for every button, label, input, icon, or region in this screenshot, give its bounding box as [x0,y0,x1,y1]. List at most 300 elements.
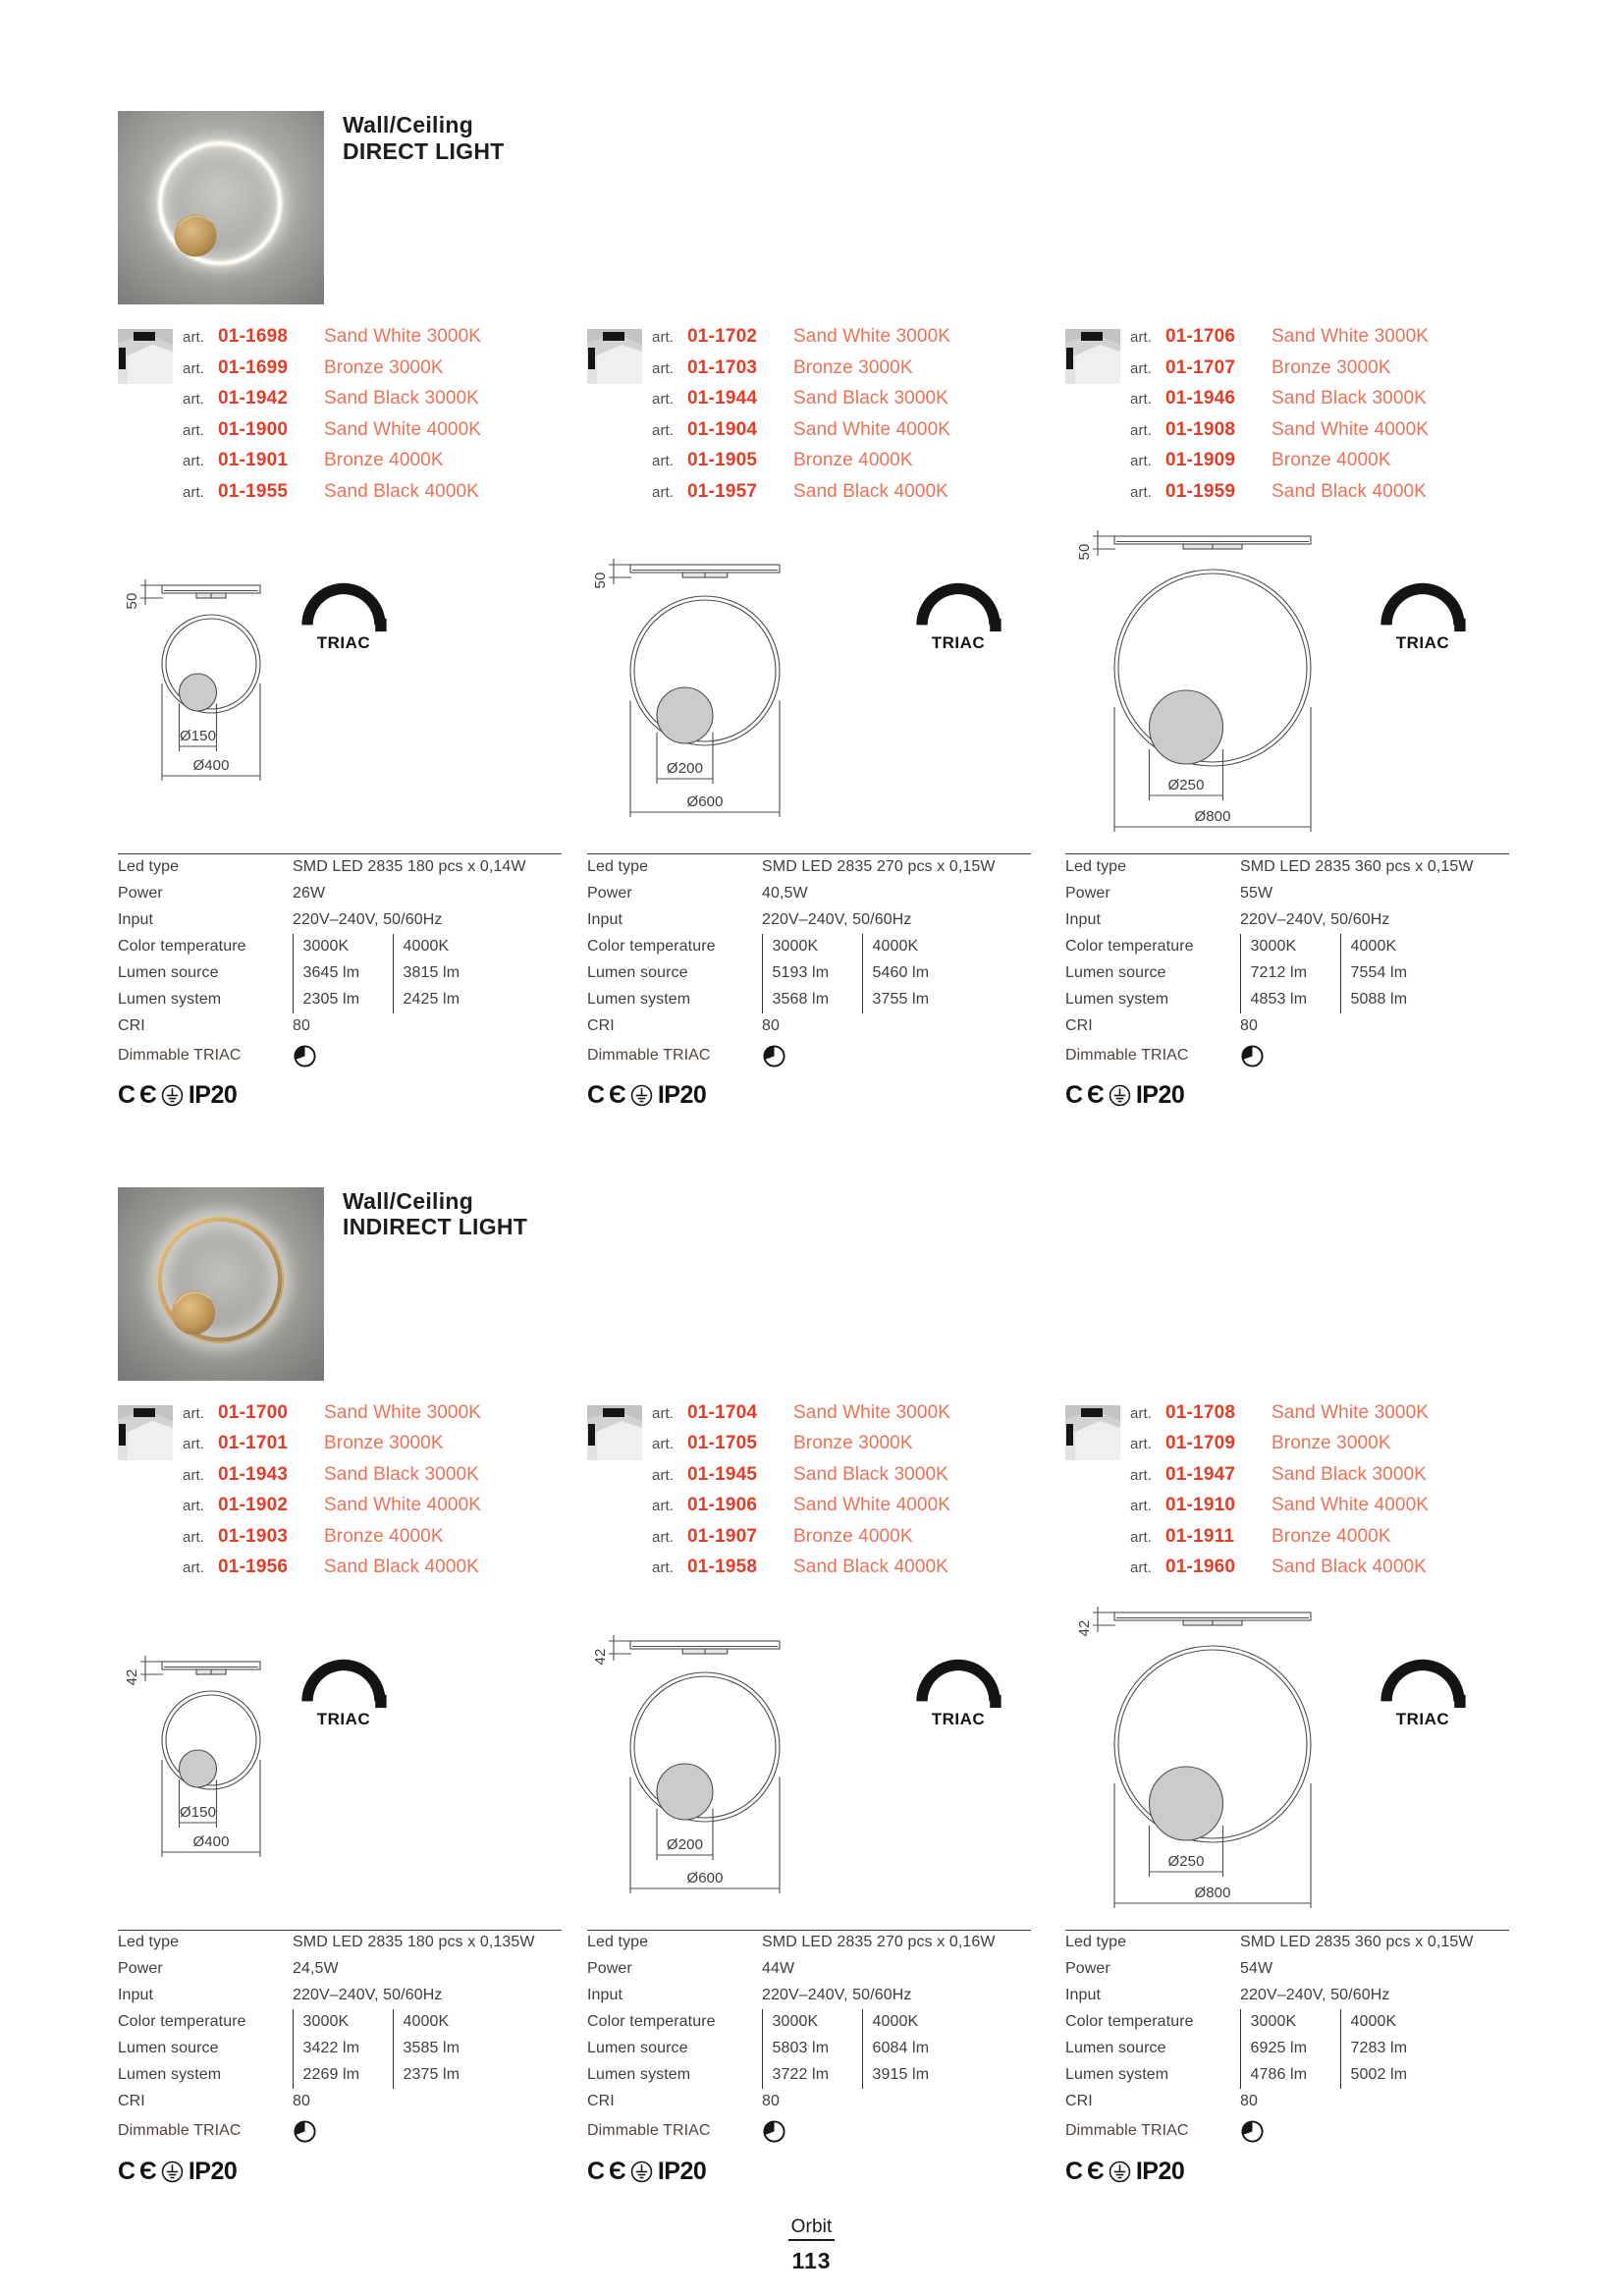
article-list [652,326,1065,512]
spec-label: Power [587,884,632,902]
article-row [652,1526,1065,1558]
spec-label: Lumen source [587,963,688,981]
article-code: 01-1905 [687,450,758,470]
spec-label: Led type [118,857,180,875]
spec-label: Input [587,1987,623,2003]
article-finish: Bronze 3000K [793,1433,913,1453]
art-label: art. [652,483,675,501]
triac-label: TRIAC [1395,1709,1450,1728]
article-finish: Bronze 4000K [324,1525,444,1547]
art-label: art. [183,1466,205,1484]
spec-row-input [118,907,562,934]
article-finish: Sand Black 4000K [1271,480,1427,502]
spec-value-lumen-source-3000k: 5803 lm [762,2036,862,2062]
height-dimension: 42 [1076,1619,1093,1636]
ce-mark-icon: CЄ [1065,2157,1109,2185]
ground-class-icon [161,1084,184,1107]
spec-value-lumen-source-4000k: 7283 lm [1340,2036,1509,2062]
article-row [183,1557,587,1588]
article-finish: Sand Black 3000K [793,1463,948,1485]
fixture-drawing-svg [1065,528,1330,833]
spec-value-color-temp-3000k: 3000K [293,2009,393,2036]
article-row [183,1433,587,1464]
spec-value-lumen-system-4000k: 3755 lm [862,987,1031,1013]
spec-row-lumen-system [1065,987,1509,1013]
spec-label: CRI [1065,1016,1093,1034]
spec-label: Lumen system [1065,2066,1169,2083]
dimmable-icon [1240,2119,1265,2144]
ip-rating-label: IP20 [1135,2157,1185,2185]
spec-value-led-type: SMD LED 2835 270 pcs x 0,16W [762,1934,996,1951]
spec-value-lumen-source-3000k: 5193 lm [762,960,862,987]
ip-rating-label: IP20 [188,1081,238,1109]
spec-value-lumen-source-4000k: 7554 lm [1340,960,1509,987]
article-row [1130,1433,1537,1464]
spec-value-color-temp-4000k: 4000K [1340,934,1509,960]
article-row [652,1464,1065,1496]
spec-row-lumen-system [1065,2062,1509,2089]
spec-table [1065,853,1509,1072]
certification-marks [587,2157,1065,2186]
art-label: art. [183,1528,205,1546]
article-row [183,419,587,451]
spec-value-lumen-system-3000k: 3722 lm [762,2062,862,2089]
spec-value-lumen-system-3000k: 2269 lm [293,2062,393,2089]
spec-table [1065,1930,1509,2149]
technical-drawing-row [587,531,1065,838]
product-photo-indirect [118,1187,324,1381]
products-row [118,304,1537,1111]
mounting-thumbnail-icon [118,329,173,384]
spec-label: Color temperature [587,2013,716,2030]
art-label: art. [1130,421,1153,439]
spec-value-led-type: SMD LED 2835 180 pcs x 0,135W [293,1934,535,1951]
triac-label: TRIAC [316,633,371,652]
inner-diameter-dimension: Ø200 [666,1835,704,1853]
spec-table [587,1930,1031,2149]
spec-value-power: 40,5W [762,884,808,902]
height-dimension: 42 [592,1648,609,1665]
spec-label: Input [587,910,623,928]
article-code: 01-1705 [687,1433,758,1453]
spec-label: Lumen system [118,990,222,1008]
spec-label: Color temperature [587,937,716,955]
spec-label: CRI [118,1016,145,1034]
article-finish: Sand Black 3000K [1271,388,1427,409]
article-code: 01-1942 [218,388,289,409]
product-column [118,304,587,1111]
article-finish: Sand Black 4000K [324,480,479,502]
art-label: art. [1130,483,1153,501]
ground-class-icon [630,2160,653,2183]
spec-table [118,853,562,1072]
article-row [652,357,1065,389]
spec-value-input: 220V–240V, 50/60Hz [293,910,443,928]
section-title-line1: Wall/Ceiling [343,112,474,137]
spec-value-input: 220V–240V, 50/60Hz [1240,910,1390,928]
spec-label: Color temperature [118,2013,246,2030]
section-title [343,112,505,164]
spec-value-power: 55W [1240,884,1273,902]
certification-marks [118,1081,587,1111]
section-indirect-light [118,1187,1537,2187]
dimmable-icon [1240,1044,1265,1068]
outer-diameter-dimension: Ø400 [192,757,230,774]
article-row [183,388,587,419]
spec-row-lumen-source [1065,2036,1509,2062]
spec-label: Power [587,1960,632,1977]
spec-value-lumen-source-4000k: 3585 lm [393,2036,562,2062]
technical-drawing [1065,528,1330,838]
spec-row-cri [118,2089,562,2115]
art-label: art. [183,453,205,469]
spec-row-lumen-system [587,987,1031,1013]
article-row [652,388,1065,419]
article-finish: Sand White 3000K [1271,1401,1430,1423]
spec-label: Lumen system [1065,990,1169,1008]
article-finish: Sand Black 3000K [1271,1463,1427,1485]
spec-label: CRI [587,2093,615,2109]
article-row [1130,481,1537,513]
section-header [118,111,1537,304]
spec-label: Input [118,910,154,928]
article-code: 01-1957 [687,480,758,502]
article-list [1130,326,1537,512]
spec-label: Lumen source [1065,963,1166,981]
triac-arc-icon [1378,1655,1468,1709]
ground-class-icon [161,2160,184,2183]
ce-mark-icon: CЄ [587,1081,630,1109]
article-finish: Bronze 3000K [793,356,913,378]
spec-row-lumen-source [118,2036,562,2062]
dimmable-icon [762,1044,786,1068]
technical-drawing [587,557,803,825]
article-code: 01-1947 [1165,1463,1236,1485]
art-label: art. [1130,1559,1153,1576]
article-code: 01-1960 [1165,1557,1236,1577]
article-row [652,481,1065,513]
article-row [183,1526,587,1558]
article-row [183,1402,587,1434]
ip-rating-label: IP20 [657,2157,707,2185]
spec-row-led-type [118,1930,562,1956]
spec-value-lumen-system-4000k: 2375 lm [393,2062,562,2089]
spec-value-lumen-source-4000k: 5460 lm [862,960,1031,987]
spec-label: Input [118,1987,154,2003]
spec-row-lumen-source [587,960,1031,987]
triac-dimmer-badge [1378,1655,1468,1729]
spec-label: Led type [1065,1934,1127,1951]
spec-label: Power [1065,884,1110,902]
mounting-thumbnail-icon [587,1405,642,1460]
spec-label: Power [118,884,163,902]
article-code: 01-1959 [1165,480,1236,502]
art-label: art. [652,1404,675,1422]
spec-row-input [587,1983,1031,2009]
spec-value-lumen-source-3000k: 7212 lm [1240,960,1340,987]
spec-value-color-temp-3000k: 3000K [1240,2009,1340,2036]
spec-label: Color temperature [118,937,246,955]
height-dimension: 50 [124,592,140,610]
ce-mark-icon: CЄ [118,1081,161,1109]
product-column [587,304,1065,1111]
spec-row-cri [1065,1013,1509,1040]
spec-label: Power [1065,1960,1110,1977]
article-code: 01-1904 [687,418,758,440]
spec-value-power: 24,5W [293,1960,339,1977]
ip-rating-label: IP20 [1135,1081,1185,1109]
article-row [183,481,587,513]
inner-diameter-dimension: Ø200 [666,760,704,777]
ground-class-icon [630,1084,653,1107]
spec-value-lumen-system-3000k: 4786 lm [1240,2062,1340,2089]
ip-rating-label: IP20 [188,2157,238,2185]
spec-label: Lumen source [1065,2040,1166,2056]
article-row [1130,1526,1537,1558]
art-label: art. [1130,1436,1153,1452]
article-finish: Bronze 4000K [1271,1525,1391,1547]
technical-drawing-row [118,531,587,838]
article-code: 01-1709 [1165,1433,1236,1453]
art-label: art. [1130,391,1153,408]
spec-row-dimmable [1065,1040,1509,1072]
spec-value-lumen-source-4000k: 3815 lm [393,960,562,987]
article-finish: Sand White 3000K [324,1401,482,1423]
ce-mark-icon: CЄ [587,2157,630,2185]
article-code: 01-1945 [687,1463,758,1485]
fixture-drawing-svg [118,1654,285,1862]
article-row [652,1557,1065,1588]
spec-row-input [118,1983,562,2009]
article-block [118,326,587,513]
article-finish: Sand Black 4000K [1271,1557,1427,1577]
article-list [652,1402,1065,1588]
product-column [118,1381,587,2187]
art-label: art. [1130,1528,1153,1546]
spec-value-led-type: SMD LED 2835 270 pcs x 0,15W [762,857,996,875]
article-code: 01-1958 [687,1557,758,1577]
article-block [1065,1402,1537,1589]
art-label: art. [183,391,205,408]
spec-label: Lumen system [587,990,691,1008]
art-label: art. [183,1404,205,1422]
height-dimension: 50 [592,572,609,589]
technical-drawing-row [1065,531,1537,838]
spec-table [118,1930,562,2149]
ce-mark-icon: CЄ [118,2157,161,2185]
spec-value-cri: 80 [762,2093,780,2109]
spec-value-cri: 80 [293,2093,310,2109]
inner-diameter-dimension: Ø150 [179,728,217,744]
article-finish: Sand White 3000K [793,326,951,347]
article-finish: Bronze 4000K [793,1525,913,1547]
spec-value-dimmable [293,2115,562,2148]
article-code: 01-1910 [1165,1495,1236,1515]
article-finish: Bronze 4000K [793,450,913,470]
art-label: art. [1130,1466,1153,1484]
spec-label: CRI [1065,2093,1093,2109]
spec-value-lumen-source-3000k: 3422 lm [293,2036,393,2062]
spec-row-color-temperature [1065,934,1509,960]
article-block [587,326,1065,513]
article-code: 01-1907 [687,1525,758,1547]
article-row [1130,1557,1537,1588]
outer-diameter-dimension: Ø600 [686,1869,724,1886]
spec-value-cri: 80 [293,1016,310,1034]
fixture-drawing-svg [1065,1605,1330,1909]
spec-row-lumen-system [118,2062,562,2089]
article-code: 01-1706 [1165,326,1236,347]
spec-label: Color temperature [1065,937,1194,955]
technical-drawing [118,1654,285,1867]
spec-value-color-temp-3000k: 3000K [762,934,862,960]
article-finish: Sand White 3000K [324,326,482,347]
article-finish: Sand Black 4000K [324,1557,479,1577]
art-label: art. [652,1559,675,1576]
article-list [183,1402,587,1588]
article-code: 01-1903 [218,1525,289,1547]
spec-value-lumen-system-3000k: 2305 lm [293,987,393,1013]
spec-value-color-temp-4000k: 4000K [393,2009,562,2036]
certification-marks [1065,2157,1537,2186]
collection-name-link[interactable]: Orbit [788,2216,836,2241]
spec-row-lumen-system [118,987,562,1013]
art-label: art. [1130,359,1153,377]
triac-arc-icon [298,578,389,632]
art-label: art. [652,453,675,469]
article-row [1130,450,1537,481]
inner-diameter-dimension: Ø150 [179,1803,217,1821]
article-finish: Sand Black 4000K [793,1557,948,1577]
section-title-line2: INDIRECT LIGHT [343,1214,528,1240]
spec-row-power [587,1956,1031,1983]
spec-row-dimmable [118,1040,562,1072]
spec-row-color-temperature [118,934,562,960]
spec-value-lumen-source-3000k: 3645 lm [293,960,393,987]
inner-diameter-dimension: Ø250 [1167,1852,1205,1870]
product-column [1065,304,1537,1111]
height-dimension: 50 [1076,543,1093,561]
article-finish: Sand White 3000K [1271,326,1430,347]
article-row [1130,1402,1537,1434]
spec-value-input: 220V–240V, 50/60Hz [762,910,912,928]
article-row [183,1464,587,1496]
article-finish: Sand White 3000K [793,1401,951,1423]
spec-row-input [1065,1983,1509,2009]
spec-label: Color temperature [1065,2013,1194,2030]
triac-label: TRIAC [316,1709,371,1728]
spec-value-input: 220V–240V, 50/60Hz [293,1987,443,2003]
spec-row-power [118,1956,562,1983]
spec-row-power [587,881,1031,907]
spec-value-led-type: SMD LED 2835 360 pcs x 0,15W [1240,857,1474,875]
article-code: 01-1943 [218,1463,289,1485]
technical-drawing-row [587,1608,1065,1914]
fixture-drawing-svg [587,1633,803,1896]
certification-marks [118,2157,587,2186]
outer-diameter-dimension: Ø800 [1194,808,1231,825]
article-row [1130,1464,1537,1496]
spec-row-lumen-source [1065,960,1509,987]
art-label: art. [183,329,205,346]
article-list [1130,1402,1537,1588]
triac-label: TRIAC [1395,633,1450,652]
spec-row-cri [587,1013,1031,1040]
art-label: art. [652,1498,675,1514]
spec-row-color-temperature [118,2009,562,2036]
triac-arc-icon [913,1655,1003,1709]
spec-table [587,853,1031,1072]
spec-value-lumen-system-3000k: 4853 lm [1240,987,1340,1013]
spec-value-lumen-system-4000k: 5002 lm [1340,2062,1509,2089]
ground-class-icon [1109,1084,1131,1107]
art-label: art. [183,421,205,439]
article-block [587,1402,1065,1589]
spec-value-lumen-system-4000k: 2425 lm [393,987,562,1013]
art-label: art. [652,1466,675,1484]
article-row [183,357,587,389]
certification-marks [1065,1081,1537,1111]
triac-dimmer-badge [913,578,1003,653]
mounting-thumbnail-icon [118,1405,173,1460]
section-title-line2: DIRECT LIGHT [343,137,505,164]
spec-value-dimmable [1240,2115,1509,2148]
article-code: 01-1701 [218,1433,289,1453]
spec-row-cri [587,2089,1031,2115]
spec-value-dimmable [293,1040,562,1072]
art-label: art. [652,359,675,377]
outer-diameter-dimension: Ø800 [1194,1884,1231,1901]
article-finish: Sand White 4000K [793,1495,951,1515]
spec-row-led-type [1065,1930,1509,1956]
spec-label: Led type [587,857,649,875]
triac-dimmer-badge [298,578,389,653]
spec-value-color-temp-4000k: 4000K [393,934,562,960]
spec-row-cri [1065,2089,1509,2115]
height-dimension: 42 [124,1668,140,1685]
triac-dimmer-badge [913,1655,1003,1729]
spec-row-dimmable [587,2115,1031,2148]
technical-drawing [1065,1605,1330,1914]
article-finish: Bronze 4000K [1271,450,1391,470]
article-code: 01-1708 [1165,1401,1236,1423]
spec-label: Led type [1065,857,1127,875]
spec-row-power [118,881,562,907]
outer-diameter-dimension: Ø400 [192,1832,230,1850]
spec-value-dimmable [1240,1040,1509,1072]
spec-value-input: 220V–240V, 50/60Hz [762,1987,912,2003]
art-label: art. [183,359,205,377]
article-finish: Sand White 4000K [324,418,482,440]
spec-row-dimmable [1065,2115,1509,2148]
art-label: art. [652,1436,675,1452]
dimmable-icon [293,1044,317,1068]
spec-label: Led type [587,1934,649,1951]
spec-value-dimmable [762,2115,1031,2148]
spec-value-lumen-source-3000k: 6925 lm [1240,2036,1340,2062]
article-code: 01-1698 [218,326,289,347]
article-finish: Sand Black 4000K [793,480,948,502]
article-code: 01-1911 [1165,1525,1235,1547]
spec-value-color-temp-3000k: 3000K [293,934,393,960]
spec-label: Dimmable TRIAC [118,1046,242,1064]
spec-label: Dimmable TRIAC [118,2122,242,2139]
product-column [1065,1381,1537,2187]
product-column [587,1381,1065,2187]
spec-row-led-type [118,854,562,881]
triac-dimmer-badge [1378,578,1468,653]
article-block [1065,326,1537,513]
